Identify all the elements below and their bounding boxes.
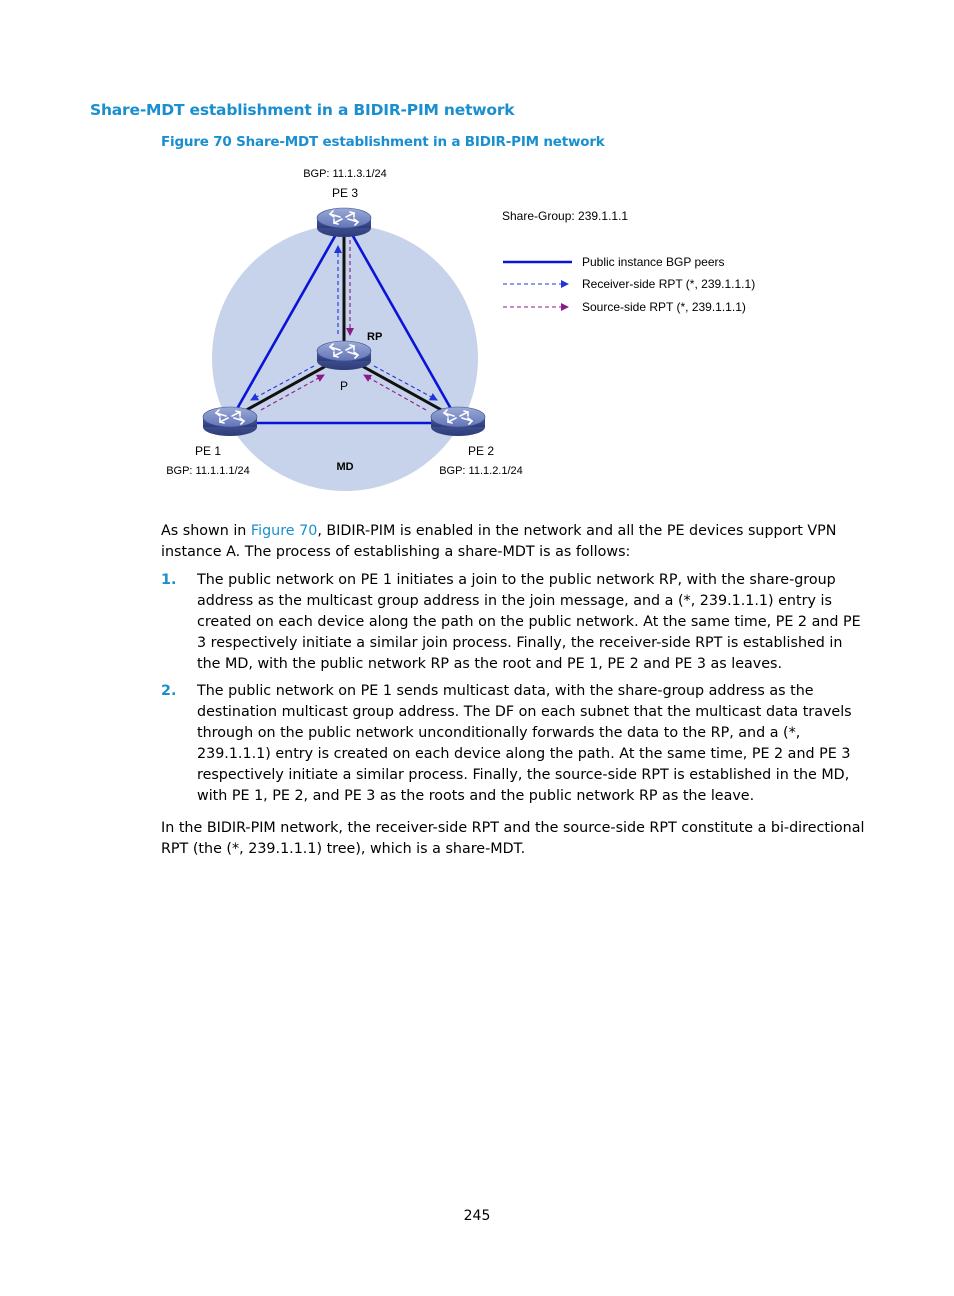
- outro-paragraph: In the BIDIR-PIM network, the receiver-side RPT and the source-side RPT constitute a bi-directional RPT (the (*, 239.1.1.1) tree), which is a share-MDT.: [161, 820, 865, 857]
- share-group-label: Share-Group: 239.1.1.1: [502, 209, 629, 223]
- pe2-label: PE 2: [467, 444, 495, 458]
- intro-text-after: , BIDIR-PIM is enabled in the network and all the PE devices support VPN instance A. The process of establishing a share-MDT is as follows:: [161, 523, 837, 560]
- router-pe3-icon: [317, 208, 371, 237]
- pe1-label: PE 1: [194, 444, 222, 458]
- legend-receiver-label: Receiver-side RPT (*, 239.1.1.1): [582, 277, 756, 291]
- step-number: 2.: [161, 683, 177, 699]
- network-diagram: [0, 0, 954, 520]
- page-number: 245: [463, 1208, 491, 1224]
- router-pe1-icon: [203, 407, 257, 436]
- step-item: [161, 681, 867, 807]
- pe1-bgp-label: BGP: 11.1.1.1/24: [166, 465, 250, 477]
- pe2-bgp-label: BGP: 11.1.2.1/24: [439, 465, 523, 477]
- step-number: 1.: [161, 572, 177, 588]
- legend-source-label: Source-side RPT (*, 239.1.1.1): [582, 300, 746, 314]
- p-label: P: [339, 379, 349, 393]
- section-heading: Share-MDT establishment in a BIDIR-PIM network: [90, 101, 515, 119]
- step-text: The public network on PE 1 sends multicast data, with the share-group address as the destination multicast group address. The DF on each subnet that the multicast data travels through on the public network unconditionally forwards the data to the RP, and a (*, 239.1.1.1) entry is created on each device along the path. At the same time, PE 2 and PE 3 respectively initiate a similar process. Finally, the source-side RPT is established in the MD, with PE 1, PE 2, and PE 3 as the roots and the public network RP as the leave.: [197, 683, 852, 804]
- rp-label: RP: [367, 331, 383, 343]
- legend-bgp-label: Public instance BGP peers: [582, 255, 725, 269]
- step-item: [161, 570, 867, 675]
- steps-list: [161, 570, 867, 813]
- intro-paragraph: [161, 521, 867, 563]
- figure-caption: Figure 70 Share-MDT establishment in a BIDIR-PIM network: [161, 134, 605, 150]
- router-p-icon: [317, 341, 371, 370]
- pe3-bgp-label: BGP: 11.1.3.1/24: [303, 168, 387, 180]
- legend: [503, 255, 755, 314]
- md-label: MD: [336, 461, 354, 473]
- figure-70-link[interactable]: Figure 70: [250, 523, 318, 539]
- step-text: The public network on PE 1 initiates a join to the public network RP, with the share-group address as the multicast group address in the join message, and a (*, 239.1.1.1) entry is created on each device along the path on the public network. At the same time, PE 2 and PE 3 respectively initiate a similar join process. Finally, the receiver-side RPT is established in the MD, with the public network RP as the root and PE 1, PE 2 and PE 3 as leaves.: [197, 572, 861, 672]
- router-pe2-icon: [431, 407, 485, 436]
- pe3-label: PE 3: [331, 186, 359, 200]
- intro-text-before: As shown in: [161, 523, 251, 539]
